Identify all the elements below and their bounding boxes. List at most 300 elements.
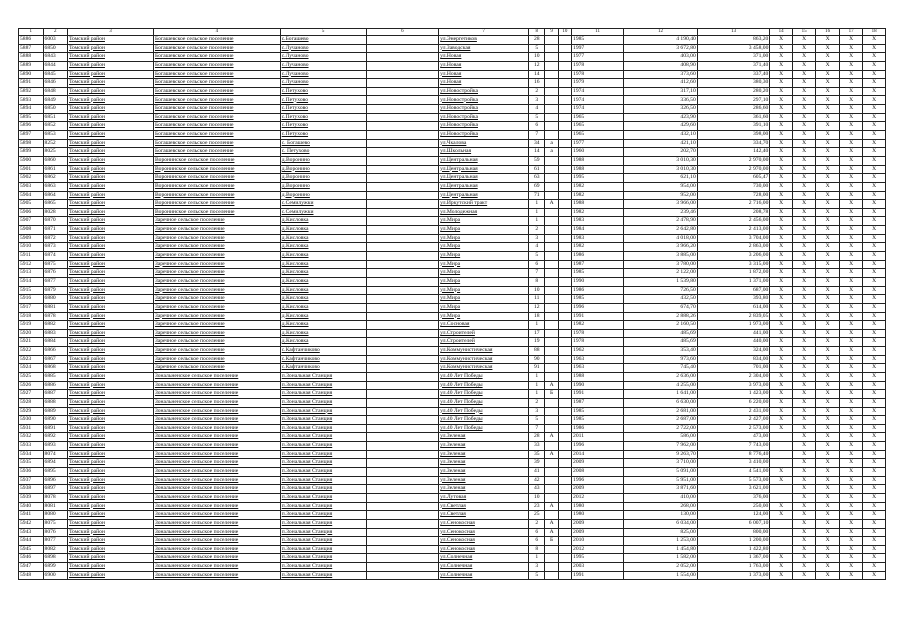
- row-number-cell: 5937: [19, 476, 44, 485]
- settlement-cell: Зональненское сельское поселение: [153, 450, 280, 459]
- street-cell: ул.Новая: [439, 53, 529, 62]
- street-cell: ул.Мира: [439, 312, 529, 321]
- street-cell: ул.Коммунистическая: [439, 347, 529, 356]
- building-part-cell: [558, 61, 571, 70]
- object-id-cell: 6848: [43, 87, 68, 96]
- locality-extra-cell: [366, 191, 439, 200]
- work-flag-16-cell: X: [816, 381, 840, 390]
- table-row: [19, 459, 886, 468]
- work-flag-15-cell: X: [792, 519, 816, 528]
- work-flag-16-cell: X: [816, 139, 840, 148]
- work-flag-14-cell: X: [770, 165, 792, 174]
- building-part-cell: [558, 347, 571, 356]
- work-flag-17-cell: X: [839, 79, 863, 88]
- street-cell: ул.Солнечная: [439, 563, 529, 572]
- object-id-cell: 6887: [43, 390, 68, 399]
- work-flag-15-cell: X: [792, 468, 816, 477]
- year-built-cell: 1987: [572, 260, 624, 269]
- building-part-cell: [558, 96, 571, 105]
- street-cell: ул.Новостройка: [439, 131, 529, 140]
- object-id-cell: 8028: [43, 208, 68, 217]
- work-flag-14-cell: X: [770, 182, 792, 191]
- locality-extra-cell: [366, 537, 439, 546]
- locality-cell: с.Петухово: [280, 113, 366, 122]
- work-flag-17-cell: X: [839, 528, 863, 537]
- table-row: [19, 554, 886, 563]
- locality-cell: п.Зональная Станция: [280, 519, 366, 528]
- building-letter-cell: А: [545, 502, 558, 511]
- locality-cell: с.Петухово: [280, 87, 366, 96]
- settlement-cell: Заречное сельское поселение: [153, 321, 280, 330]
- building-letter-cell: Б: [545, 537, 558, 546]
- row-number-cell: 5947: [19, 563, 44, 572]
- living-area-cell: 208,78: [697, 208, 770, 217]
- settlement-cell: Зональненское сельское поселение: [153, 468, 280, 477]
- settlement-cell: Воронинское сельское поселение: [153, 156, 280, 165]
- house-number-cell: 28: [529, 36, 545, 45]
- settlement-cell: Заречное сельское поселение: [153, 217, 280, 226]
- work-flag-17-cell: X: [839, 450, 863, 459]
- district-cell: Томский район: [68, 476, 154, 485]
- locality-cell: п.Зональная Станция: [280, 372, 366, 381]
- total-area-cell: 4 190,40: [624, 36, 698, 45]
- object-id-cell: 6892: [43, 433, 68, 442]
- settlement-cell: Зональненское сельское поселение: [153, 528, 280, 537]
- living-area-cell: 440,00: [697, 338, 770, 347]
- work-flag-18-cell: X: [863, 79, 886, 88]
- table-row: [19, 321, 886, 330]
- settlement-cell: Заречное сельское поселение: [153, 338, 280, 347]
- work-flag-14-cell: X: [770, 122, 792, 131]
- building-part-cell: [558, 217, 571, 226]
- work-flag-15-cell: X: [792, 96, 816, 105]
- street-cell: ул.Центральная: [439, 182, 529, 191]
- work-flag-18-cell: X: [863, 122, 886, 131]
- row-number-cell: 5912: [19, 260, 44, 269]
- building-part-cell: [558, 312, 571, 321]
- work-flag-17-cell: X: [839, 131, 863, 140]
- work-flag-14-cell: X: [770, 407, 792, 416]
- work-flag-16-cell: X: [816, 442, 840, 451]
- year-built-cell: 1977: [572, 53, 624, 62]
- locality-cell: д.Кисловка: [280, 243, 366, 252]
- row-number-cell: 5900: [19, 156, 44, 165]
- total-area-cell: 3 780,00: [624, 260, 698, 269]
- total-area-cell: 674,70: [624, 303, 698, 312]
- locality-cell: п.Зональная Станция: [280, 433, 366, 442]
- row-number-cell: 5919: [19, 321, 44, 330]
- work-flag-17-cell: X: [839, 191, 863, 200]
- row-number-cell: 5943: [19, 528, 44, 537]
- work-flag-16-cell: X: [816, 398, 840, 407]
- building-letter-cell: [545, 217, 558, 226]
- work-flag-17-cell: X: [839, 364, 863, 373]
- work-flag-18-cell: X: [863, 295, 886, 304]
- settlement-cell: Воронинское сельское поселение: [153, 208, 280, 217]
- house-number-cell: 16: [529, 79, 545, 88]
- table-row: [19, 511, 886, 520]
- work-flag-17-cell: X: [839, 312, 863, 321]
- work-flag-15-cell: X: [792, 571, 816, 580]
- house-number-cell: 71: [529, 191, 545, 200]
- building-letter-cell: [545, 563, 558, 572]
- building-letter-cell: [545, 122, 558, 131]
- living-area-cell: 6 220,00: [697, 398, 770, 407]
- building-letter-cell: [545, 295, 558, 304]
- building-letter-cell: А: [545, 528, 558, 537]
- object-id-cell: 6871: [43, 226, 68, 235]
- living-area-cell: 371,00: [697, 53, 770, 62]
- building-letter-cell: [545, 545, 558, 554]
- building-letter-cell: [545, 571, 558, 580]
- total-area-cell: 408,90: [624, 61, 698, 70]
- street-cell: ул.Мира: [439, 260, 529, 269]
- row-number-cell: 5904: [19, 191, 44, 200]
- locality-extra-cell: [366, 398, 439, 407]
- work-flag-17-cell: X: [839, 355, 863, 364]
- object-id-cell: 6870: [43, 217, 68, 226]
- locality-extra-cell: [366, 286, 439, 295]
- work-flag-14-cell: X: [770, 79, 792, 88]
- work-flag-17-cell: X: [839, 226, 863, 235]
- work-flag-16-cell: X: [816, 450, 840, 459]
- work-flag-16-cell: X: [816, 372, 840, 381]
- settlement-cell: Зональненское сельское поселение: [153, 398, 280, 407]
- work-flag-16-cell: X: [816, 338, 840, 347]
- locality-cell: д.Воронино: [280, 156, 366, 165]
- district-cell: Томский район: [68, 502, 154, 511]
- house-number-cell: 1: [529, 321, 545, 330]
- house-number-cell: 91: [529, 364, 545, 373]
- street-cell: ул.Новостройка: [439, 105, 529, 114]
- table-row: [19, 502, 886, 511]
- house-number-cell: 7: [529, 424, 545, 433]
- work-flag-15-cell: X: [792, 113, 816, 122]
- work-flag-14-cell: X: [770, 252, 792, 261]
- work-flag-15-cell: X: [792, 139, 816, 148]
- house-number-cell: 10: [529, 286, 545, 295]
- locality-cell: д.Кисловка: [280, 269, 366, 278]
- work-flag-18-cell: X: [863, 165, 886, 174]
- year-built-cell: 1978: [572, 70, 624, 79]
- street-cell: ул.Лутовая: [439, 493, 529, 502]
- work-flag-18-cell: X: [863, 372, 886, 381]
- settlement-cell: Воронинское сельское поселение: [153, 182, 280, 191]
- work-flag-14-cell: X: [770, 113, 792, 122]
- total-area-cell: 4 255,00: [624, 381, 698, 390]
- settlement-cell: Богашевское сельское поселение: [153, 36, 280, 45]
- locality-extra-cell: [366, 321, 439, 330]
- building-part-cell: [558, 105, 571, 114]
- object-id-cell: 6865: [43, 200, 68, 209]
- district-cell: Томский район: [68, 243, 154, 252]
- building-letter-cell: Б: [545, 390, 558, 399]
- district-cell: Томский район: [68, 459, 154, 468]
- total-area-cell: 2 160,50: [624, 321, 698, 330]
- table-row: [19, 260, 886, 269]
- building-letter-cell: а: [545, 139, 558, 148]
- building-letter-cell: [545, 416, 558, 425]
- district-cell: Томский район: [68, 372, 154, 381]
- row-number-cell: 5893: [19, 96, 44, 105]
- work-flag-14-cell: X: [770, 355, 792, 364]
- work-flag-14-cell: X: [770, 329, 792, 338]
- year-built-cell: 1974: [572, 105, 624, 114]
- object-id-cell: 6884: [43, 338, 68, 347]
- total-area-cell: 412,60: [624, 79, 698, 88]
- building-part-cell: [558, 554, 571, 563]
- work-flag-18-cell: X: [863, 191, 886, 200]
- work-flag-18-cell: X: [863, 208, 886, 217]
- locality-cell: п.Зональная Станция: [280, 381, 366, 390]
- year-built-cell: 1960: [572, 148, 624, 157]
- street-cell: ул.Заводская: [439, 44, 529, 53]
- district-cell: Томский район: [68, 200, 154, 209]
- table-row: [19, 36, 886, 45]
- object-id-cell: 6877: [43, 277, 68, 286]
- table-row: [19, 416, 886, 425]
- work-flag-14-cell: X: [770, 338, 792, 347]
- object-id-cell: 6900: [43, 571, 68, 580]
- locality-cell: п.Зональная Станция: [280, 528, 366, 537]
- street-cell: ул.Центральная: [439, 191, 529, 200]
- work-flag-17-cell: X: [839, 511, 863, 520]
- object-id-cell: 6899: [43, 563, 68, 572]
- object-id-cell: 6862: [43, 174, 68, 183]
- year-built-cell: 1979: [572, 79, 624, 88]
- district-cell: Томский район: [68, 156, 154, 165]
- work-flag-14-cell: X: [770, 398, 792, 407]
- table-row: [19, 537, 886, 546]
- year-built-cell: 2012: [572, 493, 624, 502]
- street-cell: ул.40 Лет Победы: [439, 416, 529, 425]
- table-row: [19, 243, 886, 252]
- work-flag-18-cell: X: [863, 148, 886, 157]
- column-number: 17: [839, 29, 863, 36]
- total-area-cell: 353,40: [624, 347, 698, 356]
- street-cell: ул.Коммунистическая: [439, 364, 529, 373]
- house-number-cell: 5: [529, 416, 545, 425]
- building-part-cell: [558, 44, 571, 53]
- year-built-cell: 1982: [572, 321, 624, 330]
- column-number: 16: [816, 29, 840, 36]
- row-number-cell: 5930: [19, 416, 44, 425]
- building-letter-cell: А: [545, 381, 558, 390]
- work-flag-15-cell: X: [792, 234, 816, 243]
- locality-extra-cell: [366, 226, 439, 235]
- locality-extra-cell: [366, 390, 439, 399]
- locality-extra-cell: [366, 372, 439, 381]
- work-flag-17-cell: X: [839, 295, 863, 304]
- work-flag-17-cell: X: [839, 217, 863, 226]
- building-part-cell: [558, 200, 571, 209]
- work-flag-14-cell: X: [770, 571, 792, 580]
- object-id-cell: 8074: [43, 450, 68, 459]
- building-part-cell: [558, 364, 571, 373]
- work-flag-16-cell: X: [816, 433, 840, 442]
- locality-cell: п.Зональная Станция: [280, 442, 366, 451]
- table-row: [19, 156, 886, 165]
- total-area-cell: 429,60: [624, 122, 698, 131]
- row-number-cell: 5945: [19, 545, 44, 554]
- work-flag-14-cell: X: [770, 563, 792, 572]
- building-letter-cell: [545, 44, 558, 53]
- work-flag-16-cell: X: [816, 191, 840, 200]
- row-number-cell: 5918: [19, 312, 44, 321]
- row-number-cell: 5925: [19, 372, 44, 381]
- object-id-cell: 6853: [43, 131, 68, 140]
- work-flag-14-cell: X: [770, 226, 792, 235]
- table-row: [19, 61, 886, 70]
- work-flag-15-cell: X: [792, 61, 816, 70]
- work-flag-17-cell: X: [839, 105, 863, 114]
- locality-cell: д.Кисловка: [280, 234, 366, 243]
- row-number-cell: 5914: [19, 277, 44, 286]
- district-cell: Томский район: [68, 407, 154, 416]
- work-flag-14-cell: X: [770, 468, 792, 477]
- locality-extra-cell: [366, 312, 439, 321]
- locality-extra-cell: [366, 131, 439, 140]
- table-row: [19, 53, 886, 62]
- building-letter-cell: [545, 182, 558, 191]
- work-flag-17-cell: X: [839, 459, 863, 468]
- settlement-cell: Заречное сельское поселение: [153, 286, 280, 295]
- living-area-cell: 3 206,00: [697, 252, 770, 261]
- work-flag-17-cell: X: [839, 493, 863, 502]
- locality-extra-cell: [366, 459, 439, 468]
- work-flag-14-cell: X: [770, 234, 792, 243]
- object-id-cell: 6845: [43, 70, 68, 79]
- building-part-cell: [558, 87, 571, 96]
- table-row: [19, 277, 886, 286]
- work-flag-15-cell: X: [792, 191, 816, 200]
- year-built-cell: 1982: [572, 182, 624, 191]
- building-part-cell: [558, 493, 571, 502]
- object-id-cell: 6879: [43, 286, 68, 295]
- work-flag-15-cell: X: [792, 36, 816, 45]
- work-flag-16-cell: X: [816, 563, 840, 572]
- living-area-cell: 398,00: [697, 131, 770, 140]
- year-built-cell: 2010: [572, 537, 624, 546]
- street-cell: ул.40 Лет Победы: [439, 372, 529, 381]
- work-flag-16-cell: X: [816, 70, 840, 79]
- row-number-cell: 5897: [19, 131, 44, 140]
- work-flag-18-cell: X: [863, 44, 886, 53]
- settlement-cell: Заречное сельское поселение: [153, 347, 280, 356]
- building-part-cell: [558, 36, 571, 45]
- district-cell: Томский район: [68, 450, 154, 459]
- work-flag-14-cell: [770, 459, 792, 468]
- settlement-cell: Заречное сельское поселение: [153, 269, 280, 278]
- work-flag-14-cell: [770, 528, 792, 537]
- work-flag-16-cell: X: [816, 156, 840, 165]
- work-flag-16-cell: X: [816, 321, 840, 330]
- total-area-cell: 6 034,00: [624, 519, 698, 528]
- work-flag-15-cell: X: [792, 70, 816, 79]
- table-row: [19, 528, 886, 537]
- object-id-cell: 8078: [43, 493, 68, 502]
- object-id-cell: 6852: [43, 122, 68, 131]
- work-flag-17-cell: X: [839, 286, 863, 295]
- total-area-cell: 952,00: [624, 191, 698, 200]
- building-part-cell: [558, 407, 571, 416]
- locality-cell: п.Зональная Станция: [280, 554, 366, 563]
- house-number-cell: 25: [529, 511, 545, 520]
- building-part-cell: [558, 260, 571, 269]
- work-flag-16-cell: X: [816, 493, 840, 502]
- column-number: 2: [43, 29, 68, 36]
- table-row: [19, 182, 886, 191]
- settlement-cell: Зональненское сельское поселение: [153, 571, 280, 580]
- year-built-cell: 1962: [572, 347, 624, 356]
- work-flag-14-cell: X: [770, 312, 792, 321]
- house-number-cell: 1: [529, 217, 545, 226]
- object-id-cell: 6864: [43, 191, 68, 200]
- settlement-cell: Заречное сельское поселение: [153, 364, 280, 373]
- object-id-cell: 8252: [43, 139, 68, 148]
- building-letter-cell: [545, 364, 558, 373]
- house-number-cell: 5: [529, 252, 545, 261]
- work-flag-15-cell: X: [792, 450, 816, 459]
- district-cell: Томский район: [68, 329, 154, 338]
- district-cell: Томский район: [68, 442, 154, 451]
- work-flag-15-cell: X: [792, 131, 816, 140]
- total-area-cell: 3 966,20: [624, 243, 698, 252]
- settlement-cell: Воронинское сельское поселение: [153, 191, 280, 200]
- work-flag-17-cell: X: [839, 416, 863, 425]
- row-number-cell: 5927: [19, 390, 44, 399]
- object-id-cell: 6849: [43, 96, 68, 105]
- work-flag-18-cell: X: [863, 36, 886, 45]
- total-area-cell: 3 885,00: [624, 252, 698, 261]
- locality-cell: с.Богашево: [280, 36, 366, 45]
- work-flag-15-cell: X: [792, 372, 816, 381]
- work-flag-18-cell: X: [863, 450, 886, 459]
- work-flag-17-cell: X: [839, 303, 863, 312]
- living-area-cell: 286,60: [697, 105, 770, 114]
- locality-cell: д.Кисловка: [280, 295, 366, 304]
- locality-extra-cell: [366, 450, 439, 459]
- work-flag-14-cell: X: [770, 208, 792, 217]
- object-id-cell: 6861: [43, 165, 68, 174]
- building-part-cell: [558, 519, 571, 528]
- locality-cell: с.Лучаново: [280, 61, 366, 70]
- district-cell: Томский район: [68, 312, 154, 321]
- district-cell: Томский район: [68, 260, 154, 269]
- settlement-cell: Зональненское сельское поселение: [153, 545, 280, 554]
- street-cell: ул.Солнечная: [439, 554, 529, 563]
- district-cell: Томский район: [68, 338, 154, 347]
- building-letter-cell: А: [545, 200, 558, 209]
- work-flag-16-cell: X: [816, 286, 840, 295]
- building-part-cell: [558, 372, 571, 381]
- building-letter-cell: [545, 234, 558, 243]
- district-cell: Томский район: [68, 545, 154, 554]
- building-letter-cell: [545, 70, 558, 79]
- building-letter-cell: [545, 468, 558, 477]
- house-number-cell: 14: [529, 70, 545, 79]
- work-flag-16-cell: X: [816, 459, 840, 468]
- living-area-cell: 1 367,00: [697, 554, 770, 563]
- row-number-cell: 5923: [19, 355, 44, 364]
- object-id-cell: 6895: [43, 468, 68, 477]
- work-flag-15-cell: X: [792, 87, 816, 96]
- district-cell: Томский район: [68, 96, 154, 105]
- living-area-cell: 2 456,00: [697, 217, 770, 226]
- building-letter-cell: [545, 329, 558, 338]
- year-built-cell: 1982: [572, 208, 624, 217]
- work-flag-18-cell: X: [863, 468, 886, 477]
